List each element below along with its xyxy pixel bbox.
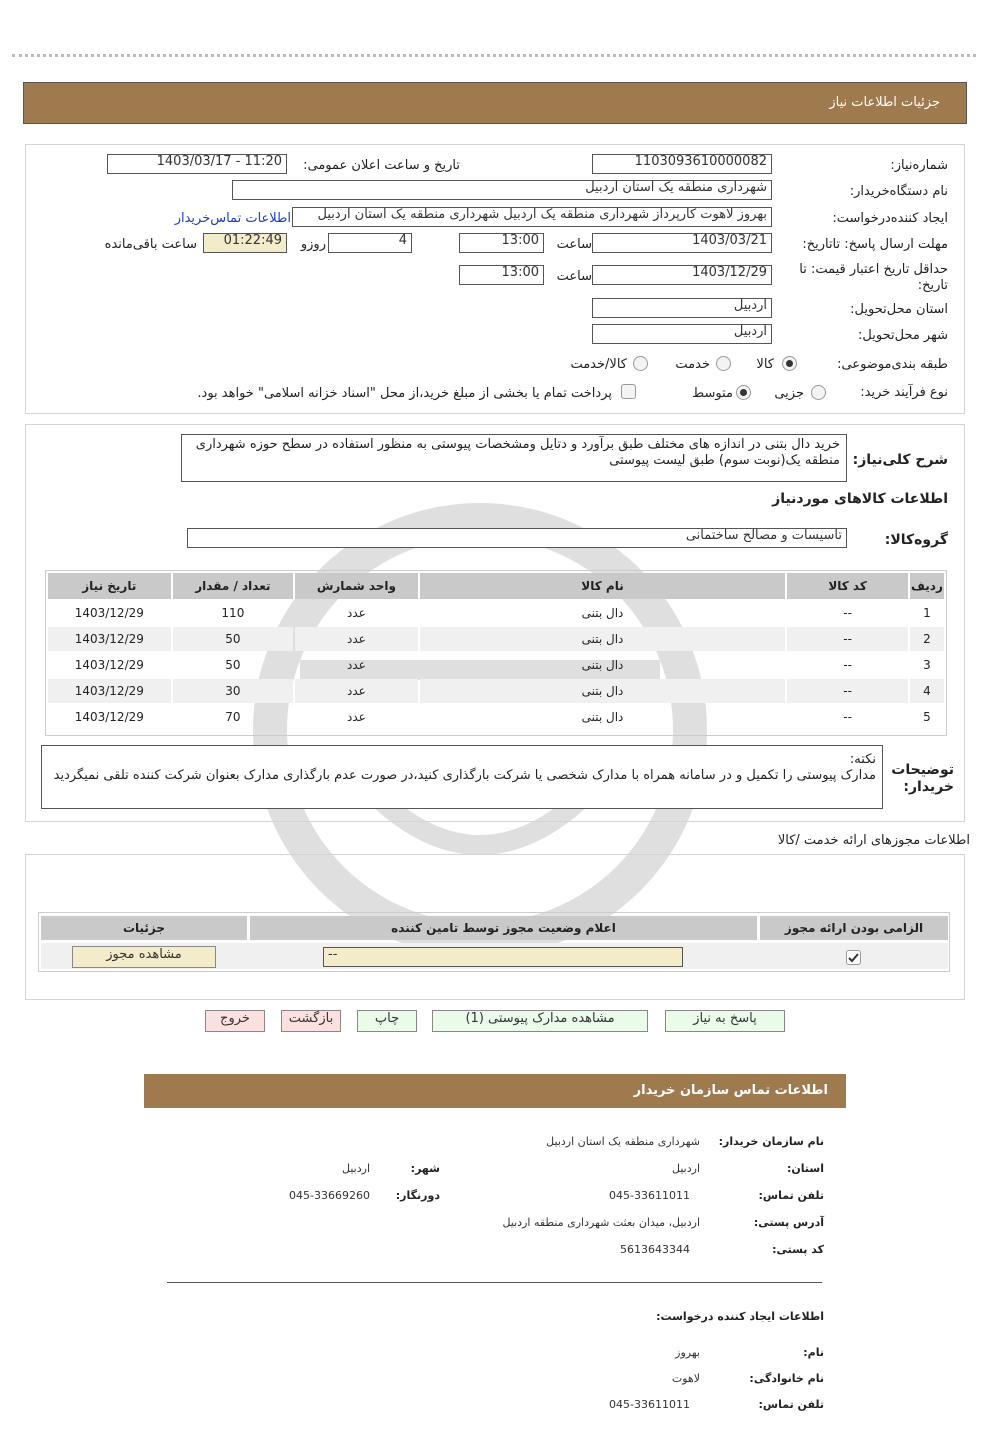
permit-required-checkbox[interactable] xyxy=(846,950,861,965)
table-row xyxy=(48,679,944,703)
row-index: 2 xyxy=(910,627,944,651)
buyer-notes-field xyxy=(41,745,883,809)
item-qty: 50 xyxy=(225,658,241,672)
table-row xyxy=(48,705,944,729)
category-goods-radio[interactable] xyxy=(782,356,797,371)
top-dotted-divider xyxy=(12,54,976,57)
category-label: طبقه بندی‌موضوعی: xyxy=(837,357,948,372)
exit-button[interactable]: خروج xyxy=(205,1010,265,1032)
contact-province-value: اردبیل xyxy=(672,1162,700,1175)
buyer-contact-link[interactable]: اطلاعات تماس‌خریدار xyxy=(174,211,291,226)
item-unit: عدد xyxy=(295,627,418,651)
item-date: 1403/12/29 xyxy=(48,679,171,703)
table-row xyxy=(48,653,944,677)
contact-postal-label: کد پستی: xyxy=(772,1243,824,1256)
city-field: اردبیل xyxy=(592,324,772,344)
row-index: 1 xyxy=(923,606,931,620)
contact-city-value: اردبیل xyxy=(342,1162,370,1175)
back-button[interactable]: بازگشت xyxy=(281,1010,341,1032)
item-name: دال بتنی xyxy=(420,627,786,651)
announce-field: 1403/03/17 - 11:20 xyxy=(107,154,287,174)
description-field: خرید دال بتنی در اندازه های مختلف طبق برآورد و دتایل ومشخصات پیوستی به منظور استفاده در سطح حوزه شهرداری منطقه یک(نوبت سوم) طبق لیست پیوستی xyxy=(181,434,847,482)
permit-details-header: جزئیات xyxy=(41,916,247,940)
contact-postal-value: 5613643344 xyxy=(620,1243,690,1256)
item-unit: عدد xyxy=(295,679,418,703)
item-date: 1403/12/29 xyxy=(48,627,171,651)
item-name: دال بتنی xyxy=(581,710,624,724)
contact-city-label: شهر: xyxy=(410,1162,440,1175)
deadline-hour-label: ساعت xyxy=(556,237,592,252)
process-minor-label: جزیی xyxy=(774,386,804,401)
col-qty-header: تعداد / مقدار xyxy=(173,573,294,599)
province-field: اردبیل xyxy=(592,298,772,318)
items-table xyxy=(46,571,946,731)
col-row-header: ردیف xyxy=(910,573,944,599)
checkmark-icon xyxy=(847,951,860,964)
item-date: 1403/12/29 xyxy=(74,658,144,672)
validity-time-field: 13:00 xyxy=(459,265,544,285)
item-date: 1403/12/29 xyxy=(74,606,144,620)
buyer-org-label: نام دستگاه‌خریدار: xyxy=(849,184,948,199)
table-row xyxy=(48,627,944,651)
item-name: دال بتنی xyxy=(420,679,786,703)
col-unit-header: واحد شمارش xyxy=(295,573,418,599)
item-qty: 30 xyxy=(173,679,294,703)
contact-divider xyxy=(167,1282,822,1283)
buyer-notes-line2: مدارک پیوستی را تکمیل و در سامانه همراه با مدارک شخصی یا شرکت بارگذاری کنید،در صورت عدم بارگذاری مدارک بعنوان شرکت کننده تلقی نمیگردید xyxy=(53,768,876,783)
days-field: 4 xyxy=(328,233,412,253)
process-medium-label: متوسط xyxy=(692,386,733,401)
contact-address-value: اردبیل، میدان بعثت شهرداری منطقه اردبیل xyxy=(502,1216,700,1229)
remaining-time-label: ساعت باقی‌مانده xyxy=(104,237,197,252)
category-service-label: خدمت xyxy=(675,357,710,372)
remaining-time-field: 01:22:49 xyxy=(203,233,287,253)
buyer-org-field: شهرداری منطقه یک استان اردبیل xyxy=(232,180,772,200)
announce-label: تاریخ و ساعت اعلان عمومی: xyxy=(303,158,460,173)
goods-info-title: اطلاعات کالاهای مورد‌نیاز xyxy=(772,491,948,507)
validity-date-field: 1403/12/29 xyxy=(592,265,772,285)
province-label: استان محل‌تحویل: xyxy=(850,302,948,317)
creator-name-label: نام: xyxy=(803,1346,824,1359)
process-medium-radio[interactable] xyxy=(736,385,751,400)
item-unit: عدد xyxy=(347,606,366,620)
item-code: -- xyxy=(843,606,852,620)
col-date-header: تاریخ نیاز xyxy=(48,573,171,599)
need-number-label: شماره‌نیاز: xyxy=(890,158,948,173)
contact-fax-label: دورنگار: xyxy=(395,1189,440,1202)
treasury-payment-note: پرداخت تمام یا بخشی از مبلغ خرید،از محل "اسناد خزانه اسلامی" خواهد بود. xyxy=(197,386,612,401)
deadline-time-field: 13:00 xyxy=(459,233,544,253)
item-unit: عدد xyxy=(347,710,366,724)
item-date: 1403/12/29 xyxy=(74,710,144,724)
creator-family-label: نام خانوادگی: xyxy=(749,1372,824,1385)
creator-phone-label: تلفن تماس: xyxy=(758,1398,824,1411)
deadline-label: مهلت ارسال پاسخ: تاتاریخ: xyxy=(802,237,948,252)
validity-label: حداقل تاریخ اعتبار قیمت: تا تاریخ: xyxy=(799,262,948,293)
reply-button[interactable]: پاسخ به نیاز xyxy=(665,1010,785,1032)
creator-phone-value: 045-33611011 xyxy=(609,1398,690,1411)
item-name: دال بتنی xyxy=(581,658,624,672)
permit-status-header: اعلام وضعیت مجوز توسط تامین کننده xyxy=(250,916,757,940)
need-number-field: 1103093610000082 xyxy=(592,154,772,174)
contact-fax-value: 045-33669260 xyxy=(289,1189,370,1202)
item-qty: 70 xyxy=(225,710,241,724)
category-goods-label: کالا xyxy=(756,357,774,372)
item-unit: عدد xyxy=(347,658,366,672)
category-service-radio[interactable] xyxy=(716,356,731,371)
table-row xyxy=(48,601,944,625)
org-name-value: شهرداری منطقه یک استان اردبیل xyxy=(546,1135,700,1148)
item-qty: 50 xyxy=(173,627,294,651)
row-index: 3 xyxy=(923,658,931,672)
creator-field: بهروز لاهوت کارپرداز شهرداری منطقه یک اردبیل شهرداری منطقه یک استان اردبیل xyxy=(292,207,772,227)
page-title: جزئیات اطلاعات نیاز xyxy=(23,82,967,124)
creator-label: ایجاد کننده‌درخواست: xyxy=(832,211,948,226)
item-code: -- xyxy=(843,710,852,724)
col-code-header: کد کالا xyxy=(787,573,908,599)
goods-group-field: تاسیسات و مصالح ساختمانی xyxy=(187,528,847,548)
view-attachments-button[interactable]: مشاهده مدارک پیوستی (1) xyxy=(432,1010,648,1032)
print-button[interactable]: چاپ xyxy=(357,1010,417,1032)
permit-status-field: -- xyxy=(323,947,683,967)
contact-address-label: آدرس پستی: xyxy=(753,1216,824,1229)
creator-family-value: لاهوت xyxy=(671,1372,700,1385)
col-name-header: نام کالا xyxy=(420,573,786,599)
process-minor-radio[interactable] xyxy=(811,385,826,400)
deadline-date-field: 1403/03/21 xyxy=(592,233,772,253)
item-qty: 110 xyxy=(221,606,245,620)
days-label: روزو xyxy=(300,237,326,252)
item-code: -- xyxy=(787,679,908,703)
description-label: شرح کلی‌نیاز: xyxy=(852,452,948,468)
city-label: شهر محل‌تحویل: xyxy=(858,328,948,343)
permits-title: اطلاعات مجوزهای ارائه خدمت /کالا xyxy=(777,833,970,848)
contact-title: اطلاعات تماس سازمان خریدار xyxy=(144,1074,846,1108)
buyer-notes-label: توضیحات خریدار: xyxy=(891,762,954,795)
process-label: نوع فرآیند خرید: xyxy=(860,385,948,400)
item-code: -- xyxy=(843,658,852,672)
item-name: دال بتنی xyxy=(581,606,624,620)
org-name-label: نام سازمان خریدار: xyxy=(718,1135,824,1148)
row-index: 4 xyxy=(910,679,944,703)
treasury-payment-checkbox[interactable] xyxy=(621,384,636,399)
goods-group-label: گروه‌کالا: xyxy=(884,532,948,548)
view-permit-button[interactable]: مشاهده مجوز xyxy=(72,946,216,968)
validity-hour-label: ساعت xyxy=(556,269,592,284)
row-index: 5 xyxy=(923,710,931,724)
item-code: -- xyxy=(787,627,908,651)
permit-required-header: الزامی بودن ارائه مجوز xyxy=(760,916,948,940)
category-goods-service-radio[interactable] xyxy=(633,356,648,371)
contact-phone-value: 045-33611011 xyxy=(609,1189,690,1202)
contact-phone-label: تلفن تماس: xyxy=(758,1189,824,1202)
buyer-notes-line1: نکته: xyxy=(849,752,876,767)
creator-name-value: بهروز xyxy=(675,1346,700,1359)
category-goods-service-label: کالا/خدمت xyxy=(570,357,627,372)
contact-province-label: استان: xyxy=(787,1162,824,1175)
creator-info-title: اطلاعات ایجاد کننده درخواست: xyxy=(656,1310,824,1323)
